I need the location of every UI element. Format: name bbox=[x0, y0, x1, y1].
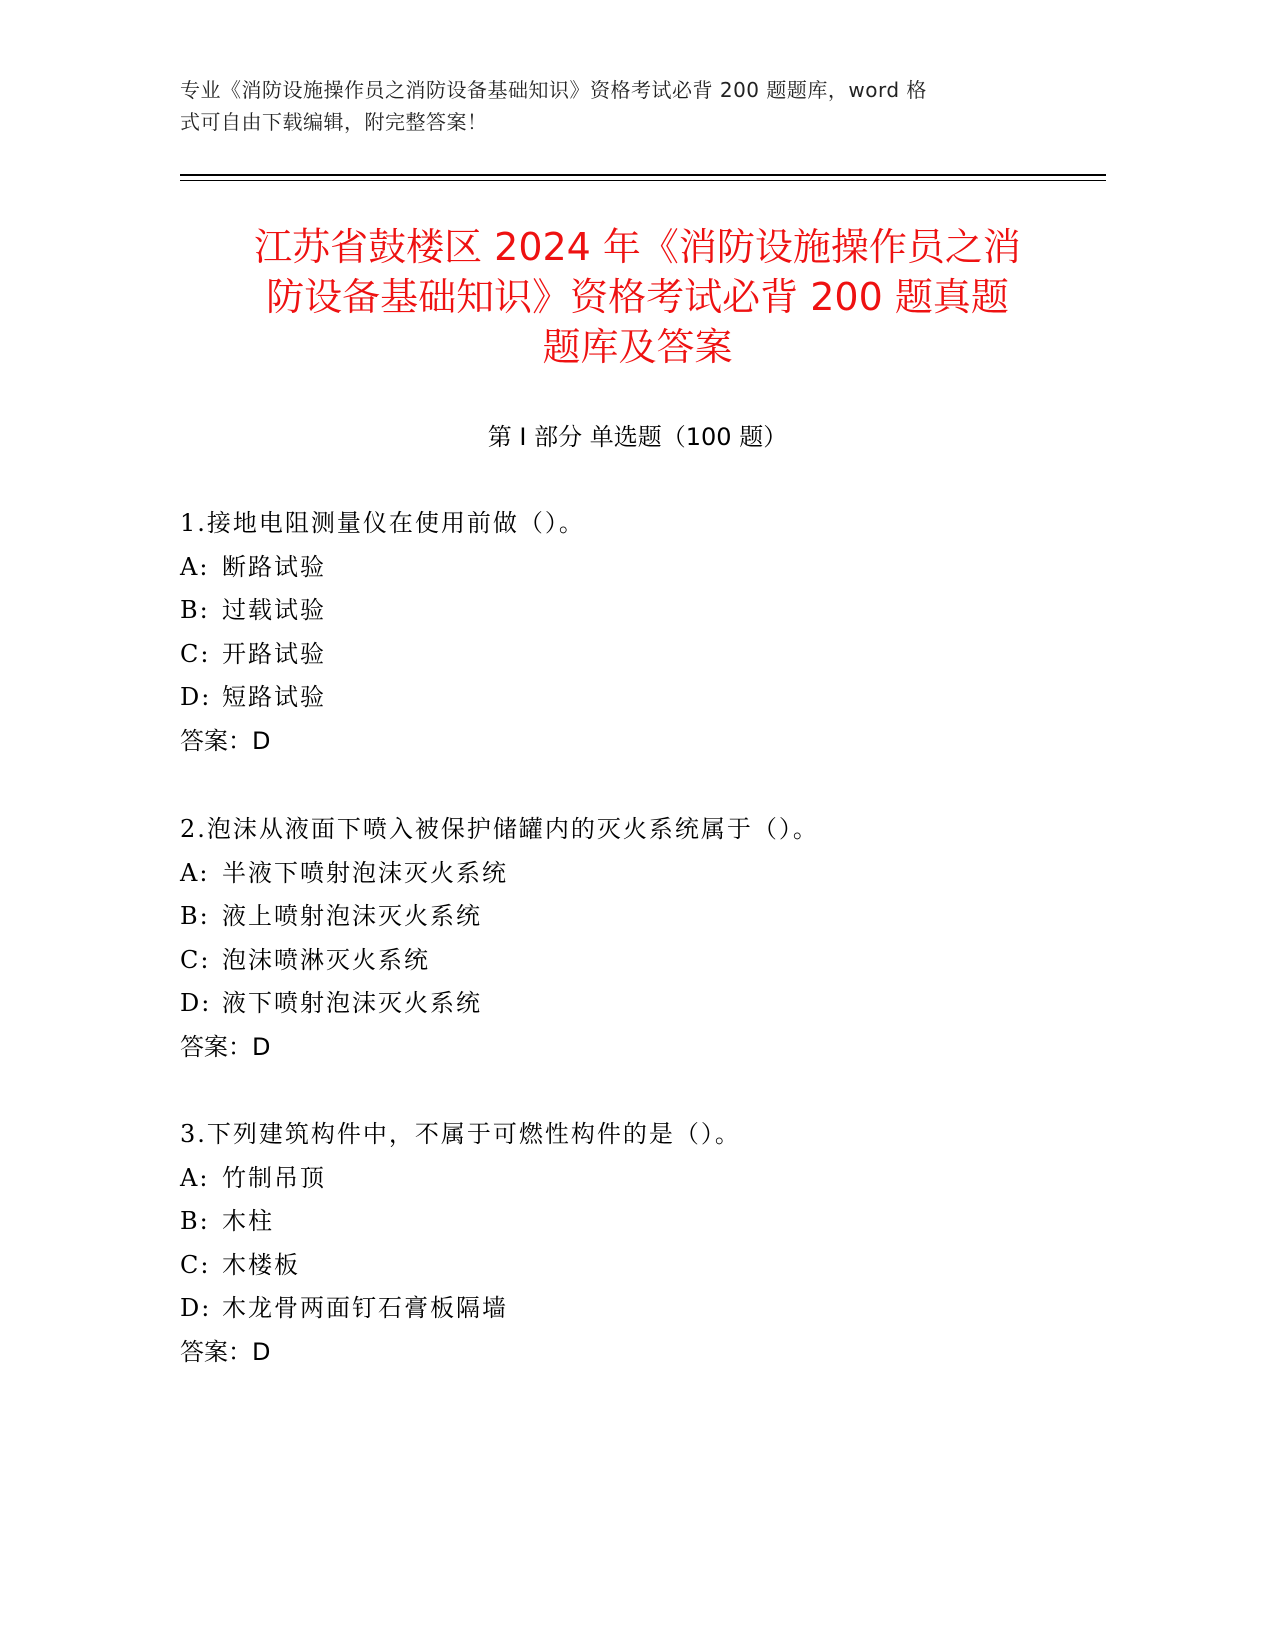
option-letter: B: bbox=[180, 902, 210, 930]
option-a bbox=[180, 852, 1080, 896]
document-header-note bbox=[180, 74, 1040, 138]
option-d bbox=[180, 1287, 1080, 1331]
option-letter: C: bbox=[180, 945, 211, 974]
option-text: 木柱 bbox=[222, 1207, 274, 1235]
header-note-line-1: 专业《消防设施操作员之消防设备基础知识》资格考试必背 200 题题库，word 格 bbox=[180, 78, 927, 102]
option-text: 液上喷射泡沫灭火系统 bbox=[222, 902, 482, 930]
document-title bbox=[160, 222, 1115, 372]
option-letter: A: bbox=[180, 1163, 210, 1192]
option-letter: A: bbox=[180, 552, 210, 581]
question-stem: 2.泡沫从液面下喷入被保护储罐内的灭火系统属于（）。 bbox=[180, 815, 819, 843]
option-text: 竹制吊顶 bbox=[222, 1163, 326, 1192]
header-divider-thin bbox=[180, 180, 1106, 181]
option-text: 液下喷射泡沫灭火系统 bbox=[222, 989, 482, 1017]
question-1 bbox=[180, 502, 1080, 763]
option-d bbox=[180, 676, 1080, 720]
answer-line: 答案：D bbox=[180, 1032, 271, 1061]
option-text: 半液下喷射泡沫灭火系统 bbox=[222, 858, 508, 887]
option-letter: D: bbox=[180, 989, 212, 1017]
option-text: 泡沫喷淋灭火系统 bbox=[222, 945, 430, 974]
option-d bbox=[180, 982, 1080, 1026]
option-letter: B: bbox=[180, 596, 210, 624]
option-text: 开路试验 bbox=[222, 639, 326, 668]
option-a bbox=[180, 1157, 1080, 1201]
title-line-2: 防设备基础知识》资格考试必背 200 题真题 bbox=[266, 275, 1009, 319]
question-stem: 3.下列建筑构件中，不属于可燃性构件的是（）。 bbox=[180, 1120, 741, 1148]
option-letter: C: bbox=[180, 1250, 211, 1279]
option-text: 木龙骨两面钉石膏板隔墙 bbox=[222, 1294, 508, 1322]
option-c bbox=[180, 1244, 1080, 1288]
answer-line: 答案：D bbox=[180, 726, 271, 755]
question-2 bbox=[180, 808, 1080, 1069]
option-letter: D: bbox=[180, 683, 212, 711]
title-line-1: 江苏省鼓楼区 2024 年《消防设施操作员之消 bbox=[254, 225, 1021, 269]
title-line-3: 题库及答案 bbox=[542, 325, 733, 369]
option-letter: A: bbox=[180, 858, 210, 887]
header-note-line-2: 式可自由下载编辑，附完整答案！ bbox=[180, 110, 488, 134]
option-text: 木楼板 bbox=[222, 1250, 300, 1279]
option-a bbox=[180, 546, 1080, 590]
option-c bbox=[180, 939, 1080, 983]
option-c bbox=[180, 633, 1080, 677]
option-text: 过载试验 bbox=[222, 596, 326, 624]
option-b bbox=[180, 589, 1080, 633]
section-title: 第 I 部分 单选题（100 题） bbox=[487, 423, 788, 451]
option-text: 短路试验 bbox=[222, 683, 326, 711]
option-letter: D: bbox=[180, 1294, 212, 1322]
question-stem: 1.接地电阻测量仪在使用前做（）。 bbox=[180, 509, 585, 537]
option-letter: C: bbox=[180, 639, 211, 668]
header-divider-thick bbox=[180, 174, 1106, 176]
option-text: 断路试验 bbox=[222, 552, 326, 581]
option-b bbox=[180, 895, 1080, 939]
question-3 bbox=[180, 1113, 1080, 1374]
option-letter: B: bbox=[180, 1207, 210, 1235]
answer-line: 答案：D bbox=[180, 1337, 271, 1366]
option-b bbox=[180, 1200, 1080, 1244]
